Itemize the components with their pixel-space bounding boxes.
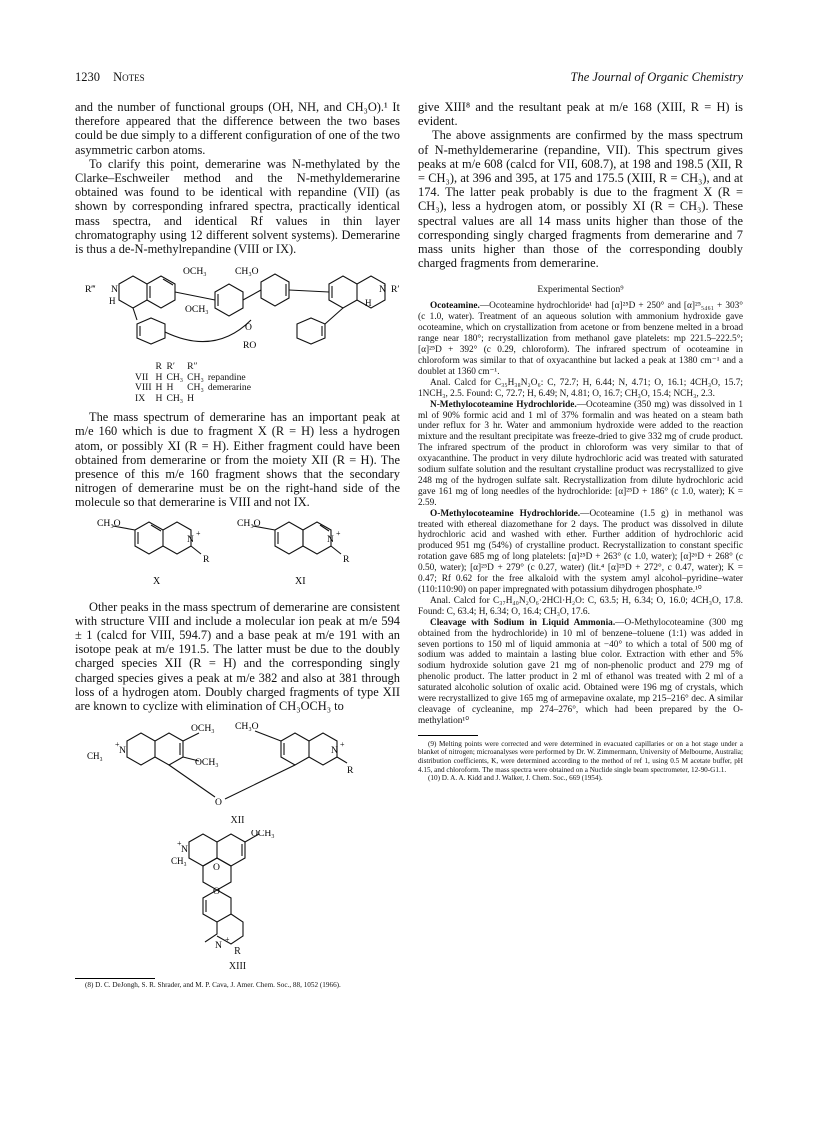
experimental-paragraph — [418, 618, 743, 727]
n-plus-label: N — [187, 533, 194, 545]
compound-label-xi: XI — [295, 575, 306, 587]
h-label: H — [365, 298, 372, 309]
paragraph-title: Cleavage with Sodium in Liquid Ammonia. — [430, 617, 616, 628]
compound-label-x: X — [153, 575, 161, 587]
och3-label: OCH₃ — [185, 304, 209, 316]
n-label: N — [111, 284, 118, 296]
structure-diagram-x-xi — [75, 514, 400, 592]
ch3o-label: CH₃O — [235, 266, 259, 278]
ch3o-label: CH₃O — [237, 517, 261, 529]
h-label: H — [109, 296, 116, 307]
paragraph-text: —O-Methylocoteamine (300 mg obtained from the hydrochloride) in 10 ml of benzene–toluene (1:1) was added in seven portions to 150 ml of liquid ammonia at −40° to which a total of 500 mg of sodium was added to maintain a lasting blue color. Extraction with ether and 5% sodium hydroxide solution gave 21 mg of non-phenolic product and 279 mg of phenolic product. The latter product in 2 ml of ethanol was treated with 2 ml of a saturated alcoholic solution of oxalic acid. Obtained were 196 mg of crystals, which were recrystallized to give 165 mg of armepavine oxalate, mp 215–216° dec. A similar cleavage of cycleanine, mp 274–276°, which had been prepared by the O-methylation¹⁰ — [418, 617, 743, 726]
right-column — [418, 100, 743, 783]
o-label: O — [213, 862, 220, 874]
r-label: R — [234, 946, 241, 958]
ch3o-label: CH₃O — [235, 721, 259, 733]
n-plus-label: N — [327, 533, 334, 545]
footnote-rule — [418, 735, 478, 736]
table-cell: demerarine — [207, 382, 251, 394]
paragraph-text: —Ocoteamine (1.5 g) in methanol was treated with ethereal diazomethane for 2 days. The product was dissolved in dilute hydrochloric acid and washed with ether. Further addition of hydrochloric acid produced 951 mg (54%) of crystalline product. Recrystallization to constant specific rotation gave 685 mg of long platelets: [α]²⁵D + 263° (c 1.0, water); [α]²⁶D + 268° (c 0.50, water); [α]²⁵D + 279° (c 0.27, water) (lit.⁴ [α]²⁵D + 272°, c 0.47, water); K = 0.47; Rf 0.62 for the free alkaloid with the system amyl alcohol–pyridine–water (110:110:90) on paper impregnated with potassium dihydrogen phosphate.¹⁰ — [418, 508, 743, 595]
r-triple-prime-label: R‴ — [85, 284, 96, 296]
o-label: O — [215, 797, 222, 809]
plus-label: + — [225, 935, 230, 945]
page-number-header — [75, 70, 145, 85]
experimental-paragraph — [418, 509, 743, 596]
r-label: R — [203, 553, 210, 565]
table-cell: CH₃ — [187, 371, 204, 383]
paragraph: The mass spectrum of demerarine has an important peak at m/e 160 which is due to fragment X (R = H) less a hydrogen atom, or possibly XI (R = H). Either fragment could have been obtained from demerarine or from the moiety XII (R = H). The presence of this m/e 160 fragment shows that the secondary nitrogen of demerarine must be on the right-hand side of the molecule so that demerarine is VIII and not IX. — [75, 410, 400, 510]
table-cell — [208, 394, 255, 405]
analysis-paragraph: Anal. Calcd for C₃₇H₄₀N₂O₆·2HCl·H₂O: C, 63.5; H, 6.34; O, 16.0; 4CH₃O, 17.8. Found: C, 63.4; H, 6.34; O, 16.4; CH₃O, 17.6. — [418, 595, 743, 617]
r-label: R — [343, 553, 350, 565]
paragraph: and the number of functional groups (OH, NH, and CH₃O).¹ It therefore appeared that the difference between the two bases could be due simply to a different configuration of one of the two asymmetric carbon atoms. — [75, 100, 400, 157]
n-label: N — [379, 284, 386, 296]
paragraph: give XIII⁸ and the resultant peak at m/e 168 (XIII, R = H) is evident. — [418, 100, 743, 129]
och3-label: OCH₃ — [251, 830, 275, 840]
structure-diagram-vii-viii-ix — [75, 262, 400, 362]
table-header-cell: R — [155, 361, 162, 373]
o-label: O — [213, 886, 220, 898]
och3-label: OCH₃ — [195, 757, 219, 769]
paragraph-text: —Ocoteamine hydrochloride¹ had [α]²⁵D + 250° and [α]²⁵₅₄₆₁ + 303° (c 1.0, water). Treatment of an aqueous solution with ammonium hydroxide gave ocoteamine, which on crystallization from acetone or from benzene melted in a broad range near 180°; recrystallization from methanol gave platelets: mp 221.5–222.5°; [α]²⁵D + 392° (c 0.29, chloroform). The infrared spectrum of ocoteamine in chloroform was similar to that of oxyacanthine but lacked a peak at 1380 cm⁻¹ and a doublet at 1360 cm⁻¹. — [418, 301, 743, 377]
paragraph: To clarify this point, demerarine was N-methylated by the Clarke–Eschweiler method and the N-methyldemerarine obtained was found to be identical with repandine (VII) (as shown by corresponding infrared spectra, practically identical mass spectra, and identical Rf values in thin layer chromatography using 12 different solvent systems). Demerarine is thus a de-N-methylrepandine (VIII or IX). — [75, 156, 400, 257]
och3-label: OCH₃ — [191, 723, 215, 735]
table-cell: CH₃ — [166, 392, 184, 404]
left-column — [75, 100, 400, 990]
plus-label: + — [336, 528, 341, 538]
footnote-10: (10) D. A. A. Kidd and J. Walker, J. Chem. Soc., 669 (1954). — [428, 774, 603, 783]
table-cell: H — [155, 371, 163, 383]
cyclized-fragment-xiii — [75, 830, 400, 956]
paragraph-text: —Ocoteamine (350 mg) was dissolved in 1 ml of 90% formic acid and 1 ml of 37% formalin and was heated on a steam bath under reflux for 3 hr. Water and ammonium hydroxide were added to the reaction mixture and the resultant precipitate was freeze-dried to give 332 mg of crude product. The infrared spectrum of the product in chloroform was very similar to that of oxyacanthine. The product in very dilute hydrochloric acid was treated with saturated sodium sulfate solution and the resultant crystalline product was recrystallized to give 248 mg of the hydrogen sulfate salt. Recrystallization from dilute hydrochloric acid gave 161 mg of long needles of the hydrochloride: [α]²⁵D + 186° (c 1.0, water); K = 2.59. — [418, 399, 744, 508]
n-plus-label: N — [331, 745, 338, 757]
och3-label: OCH₃ — [183, 266, 207, 278]
table-header-cell: R′ — [166, 361, 175, 373]
table-cell: H — [187, 392, 195, 404]
plus-label: + — [196, 528, 201, 538]
ch3o-label: CH₃O — [97, 517, 121, 529]
footnote-9: (9) Melting points were corrected and were determined in evacuated capillaries or on a hot stage under a blanket of nitrogen; microanalyses were performed by Dr. W. Zimmermann, University of Melbourne, Australia; distribution coefficients, K, were determined according to the method of ref 1, using 0.5 M acetate buffer, pH 4.15, and chloroform. The mass spectra were obtained on a Nuclide single beam spectrometer, 12-90-G1.1. — [418, 739, 743, 774]
footnote-rule — [75, 978, 155, 979]
table-cell: IX — [135, 392, 146, 404]
table-row — [135, 383, 255, 394]
table-row — [135, 394, 255, 405]
n-plus-label: N — [119, 745, 126, 757]
n-plus-label: N — [181, 844, 188, 856]
table-cell: VII — [135, 371, 149, 383]
plus-label: + — [177, 839, 182, 849]
plus-label: + — [340, 740, 345, 750]
analysis-paragraph: Anal. Calcd for C₃₅H₃₈N₂O₆: C, 72.7; H, 6.44; N, 4.71; O, 16.1; 4CH₃O, 15.7; 1NCH₃, 2.5. Found: C, 72.7; H, 6.49; N, 4.81; O, 16.7; CH₃O, 15.4; NCH₃, 2.3. — [418, 377, 743, 399]
table-cell: CH₃ — [187, 382, 204, 394]
table-cell: H — [166, 382, 174, 394]
journal-title: The Journal of Organic Chemistry — [570, 70, 743, 84]
footnote-8: (8) D. C. DeJongh, S. R. Shrader, and M. P. Cava, J. Amer. Chem. Soc., 88, 1052 (1966). — [85, 981, 341, 990]
o-label: O — [245, 322, 252, 334]
paragraph-title: O-Methylocoteamine Hydrochloride. — [430, 508, 581, 519]
paragraph-title: N-Methylocoteamine Hydrochloride. — [430, 399, 577, 410]
structure-diagram-xiii — [75, 830, 400, 956]
ch3-label: CH₃ — [171, 856, 187, 867]
table-cell: H — [155, 382, 163, 394]
paragraph: Other peaks in the mass spectrum of demerarine are consistent with structure VIII and include a molecular ion peak at m/e 594 ± 1 (calcd for VIII, 594.7) and a base peak at m/e 191 with an isotope peak at m/e 191.5. The latter must be due to the doubly charged species XII (R = H) and the corresponding singly charged species gives a peak at m/e 382 and also at 381 through loss of a hydrogen atom. Doubly charged fragments of type XII are known to cyclize with elimination of CH₃OCH₃ to — [75, 599, 400, 714]
experimental-paragraph — [418, 301, 743, 377]
bisbenzylisoquinoline-structure — [75, 262, 400, 362]
isoquinolinium-fragments — [75, 514, 400, 592]
ro-label: RO — [243, 340, 257, 352]
section-heading: Experimental Section⁹ — [537, 284, 624, 296]
table-header-cell: R″ — [187, 361, 198, 373]
ch3-label: CH₃ — [87, 751, 103, 762]
paragraph: The above assignments are confirmed by the mass spectrum of N-methyldemerarine (repandine, VII). This spectrum gives peaks at m/e 608 (calcd for VII, 608.7), at 198 and 198.5 (XII, R = CH₃), at 396 and 395, at 175 and 175.5 (XIII, R = CH₃), and at 174. The latter peak probably is due to the fragment X (R = CH₃), less a hydrogen atom, or possibly XI (R = CH₃). These spectral values are all 14 mass units higher than those of the corresponding singly charged fragments from demerarine and 7 mass units higher than those of the corresponding doubly charged fragments from demerarine. — [418, 128, 743, 271]
r-label: R — [347, 765, 354, 777]
r-prime-label: R′ — [391, 284, 400, 296]
structure-diagram-xii — [75, 717, 400, 817]
compound-label-xii: XII — [230, 815, 245, 827]
section-name: Notes — [113, 70, 145, 84]
table-cell: H — [155, 392, 163, 404]
compound-label-xiii: XIII — [228, 961, 247, 973]
paragraph-title: Ocoteamine. — [430, 301, 480, 312]
page-number: 1230 — [75, 70, 100, 84]
n-plus-label: N — [215, 940, 222, 952]
table-cell: VIII — [135, 382, 152, 394]
experimental-paragraph — [418, 400, 743, 509]
compound-substituent-table — [135, 362, 255, 404]
table-cell: repandine — [207, 371, 246, 383]
doubly-charged-fragment-xii — [75, 717, 400, 817]
plus-label: + — [115, 740, 120, 750]
table-cell: CH₃ — [166, 371, 184, 383]
